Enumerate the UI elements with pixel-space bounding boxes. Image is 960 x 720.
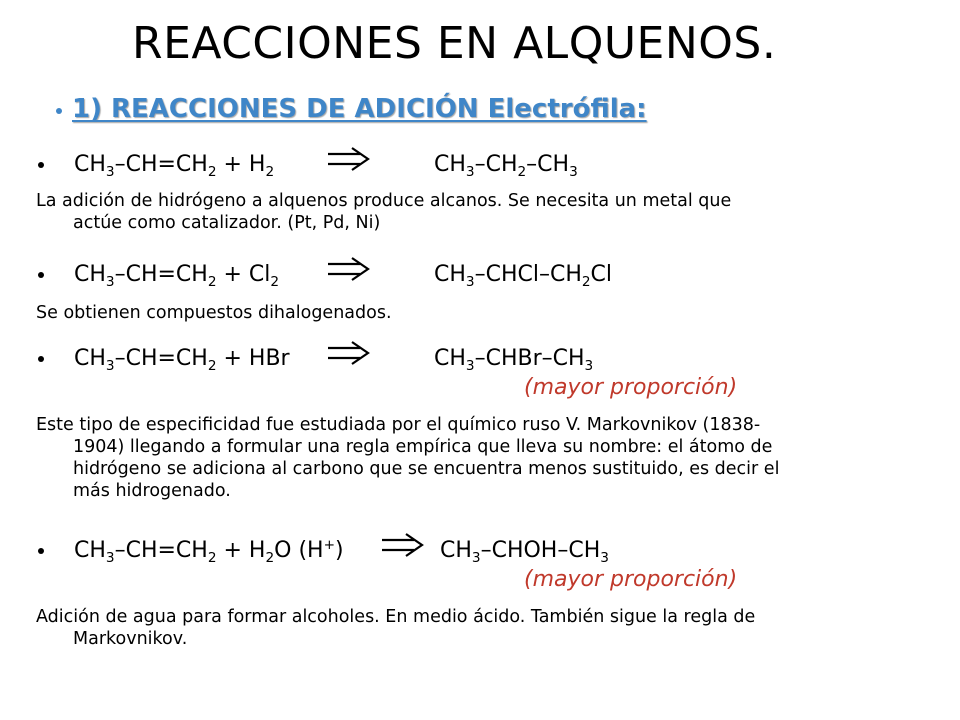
bullet-dot — [38, 162, 44, 168]
note-line: actúe como catalizador. (Pt, Pd, Ni) — [73, 213, 381, 233]
reaction-3-products: $CH_3-CHBr-CH_3$ — [434, 346, 594, 375]
reaction-4-products: $CH_3-CHOH-CH_3$ — [440, 538, 609, 567]
bullet-dot — [38, 548, 44, 554]
note-line: Este tipo de especificidad fue estudiada por el químico ruso V. Markovnikov (1838- — [36, 415, 761, 435]
reaction-2-products: $CH_3-CHCl-CH_2Cl$ — [434, 262, 613, 291]
reaction-4-note — [36, 606, 755, 650]
reaction-1-products: $CH_3-CH_2-CH_3$ — [434, 152, 578, 181]
double-arrow-icon — [326, 146, 372, 172]
reaction-4-reactants: $CH_3-CH=CH_2 + H_2O$ (H+) — [74, 536, 344, 567]
reaction-3-reactants: $CH_3-CH=CH_2$ + HBr — [74, 346, 290, 375]
double-arrow-icon — [380, 532, 426, 558]
reaction-4-qualifier: (mayor proporción) — [524, 567, 738, 592]
heading-bullet — [56, 108, 62, 114]
note-line: Adición de agua para formar alcoholes. En medio ácido. También sigue la regla de — [36, 607, 756, 627]
double-arrow-icon — [326, 256, 372, 282]
note-line: Se obtienen compuestos dihalogenados. — [36, 303, 392, 323]
reaction-2-reactants: $CH_3-CH=CH_2 + Cl_2$ — [74, 262, 280, 291]
reaction-1-reactants: $CH_3-CH=CH_2 + H_2$ — [74, 152, 275, 181]
note-line: Markovnikov. — [73, 629, 188, 649]
bullet-dot — [38, 356, 44, 362]
reaction-3-qualifier: (mayor proporción) — [524, 375, 738, 400]
reaction-2-note — [36, 302, 392, 324]
reaction-1-note — [36, 190, 731, 234]
page-title: REACCIONES EN ALQUENOS. — [132, 18, 777, 69]
note-line: más hidrogenado. — [73, 481, 231, 501]
note-line: 1904) llegando a formular una regla empírica que lleva su nombre: el átomo de — [73, 437, 773, 457]
double-arrow-icon — [326, 340, 372, 366]
bullet-dot — [38, 272, 44, 278]
reaction-3-note — [36, 414, 779, 502]
note-line: La adición de hidrógeno a alquenos produce alcanos. Se necesita un metal que — [36, 191, 732, 211]
section-heading: 1) REACCIONES DE ADICIÓN Electrófila: — [72, 94, 647, 124]
note-line: hidrógeno se adiciona al carbono que se encuentra menos sustituido, es decir el — [73, 459, 780, 479]
